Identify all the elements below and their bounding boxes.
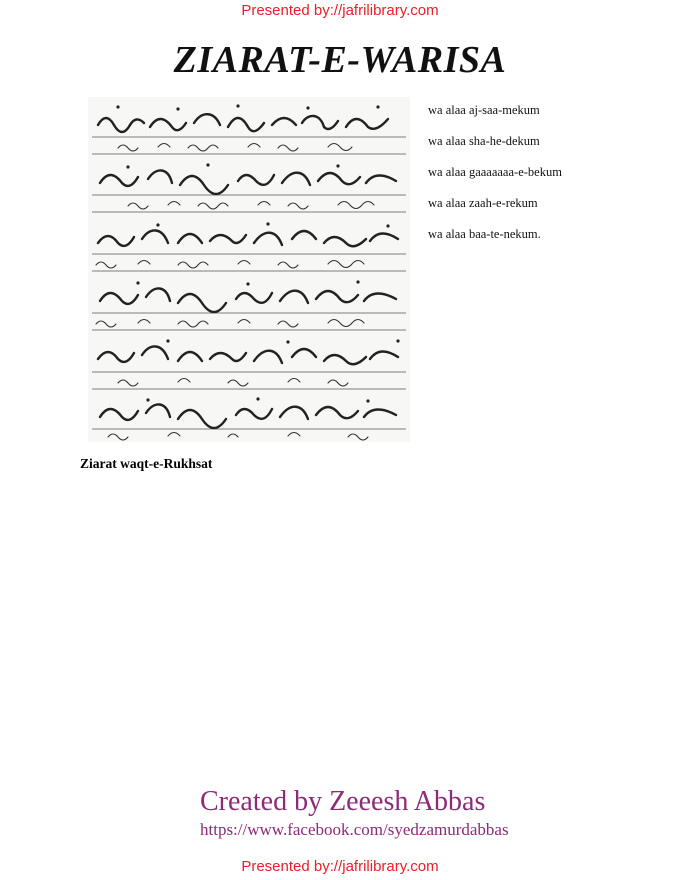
- section-subheading: Ziarat waqt-e-Rukhsat: [80, 456, 213, 471]
- transliteration-line: wa alaa aj-saa-mekum: [428, 103, 540, 117]
- transliteration-line: wa alaa gaaaaaaa-e-bekum: [428, 165, 562, 179]
- arabic-script-scan-icon: [88, 97, 410, 442]
- footer-presented-by-link[interactable]: Presented by://jafrilibrary.com: [241, 858, 439, 875]
- header-presented-by-link[interactable]: Presented by://jafrilibrary.com: [241, 2, 439, 19]
- creator-credit: Created by Zeeesh Abbas: [200, 786, 486, 817]
- transliteration-column: [428, 103, 668, 258]
- page-title: ZIARAT-E-WARISA: [173, 39, 507, 81]
- scanned-arabic-text-image: [88, 97, 410, 442]
- transliteration-line: wa alaa baa-te-nekum.: [428, 227, 541, 241]
- transliteration-line: wa alaa zaah-e-rekum: [428, 196, 538, 210]
- transliteration-line: wa alaa sha-he-dekum: [428, 134, 540, 148]
- creator-facebook-link[interactable]: https://www.facebook.com/syedzamurdabbas: [200, 820, 509, 839]
